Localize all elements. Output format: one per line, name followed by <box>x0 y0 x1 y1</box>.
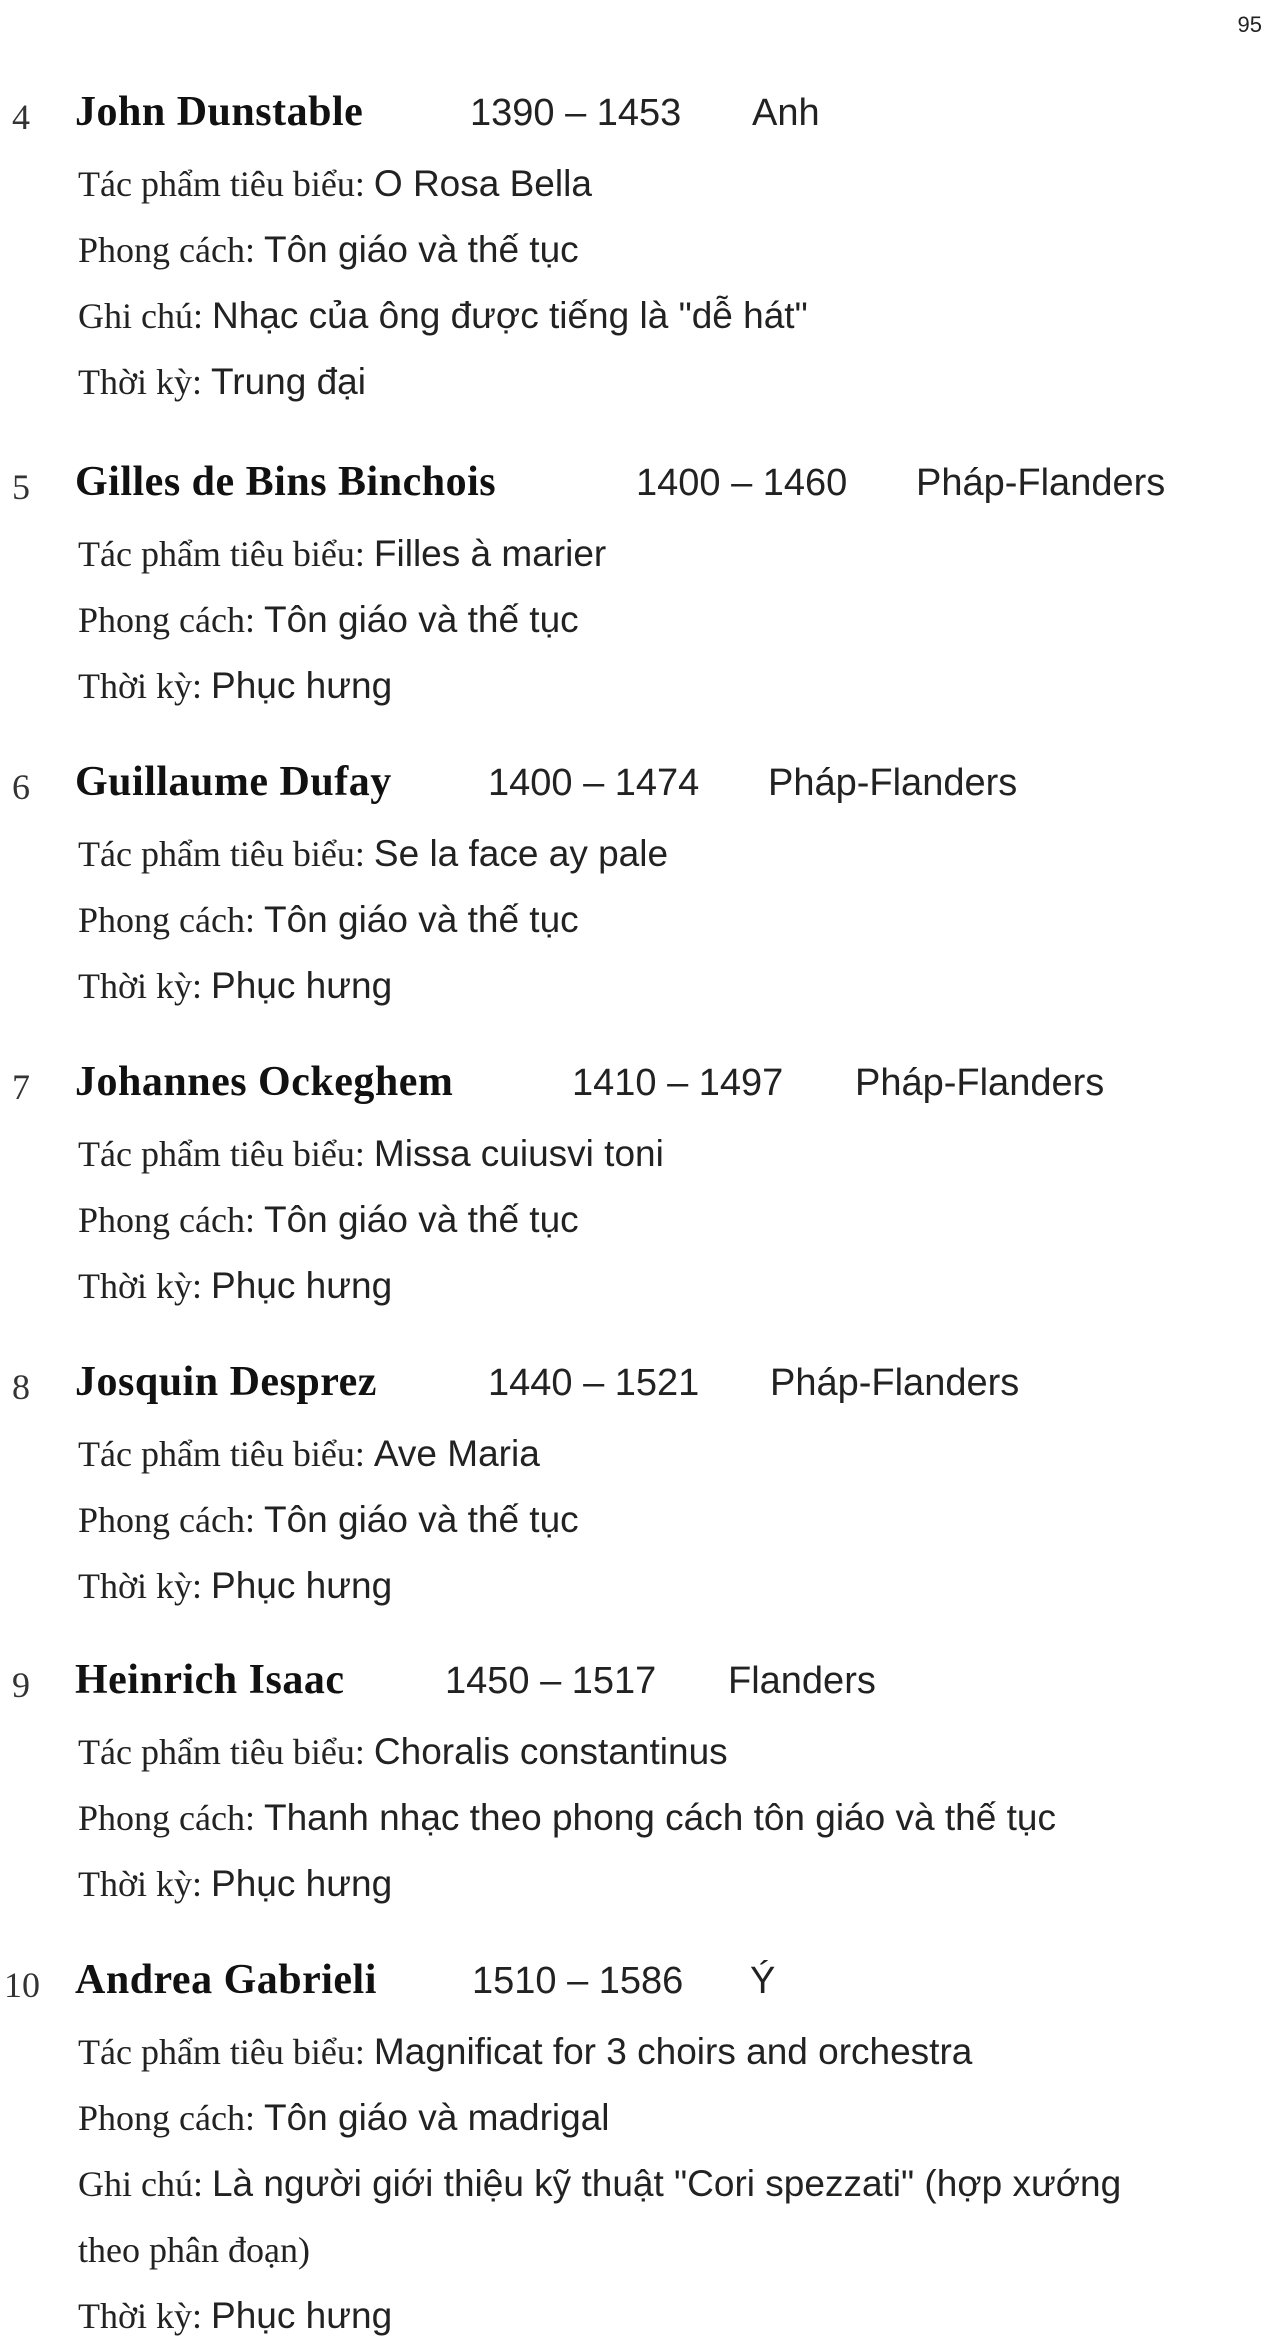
entry-number: 8 <box>12 1367 30 1407</box>
composer-country: Anh <box>752 92 820 134</box>
note-value: Là người giới thiệu kỹ thuật "Cori spezzati" (hợp xướng <box>211 2163 1122 2204</box>
composer-entry <box>0 1058 1280 1320</box>
work-label: Tác phẩm tiêu biểu: <box>78 834 374 874</box>
style-value: Tôn giáo và thế tục <box>263 1199 579 1240</box>
style-value: Tôn giáo và thế tục <box>263 229 579 270</box>
composer-years: 1440 – 1521 <box>488 1362 700 1404</box>
note-continuation-text: theo phân đoạn) <box>78 2230 310 2270</box>
period-value: Phục hưng <box>211 1265 393 1306</box>
note-value: Nhạc của ông được tiếng là "dễ hát" <box>211 295 808 336</box>
work-label: Tác phẩm tiêu biểu: <box>78 2032 374 2072</box>
period-line <box>78 350 1280 416</box>
composer-entry <box>0 458 1280 720</box>
work-value: Filles à marier <box>373 533 607 574</box>
entry-number: 7 <box>12 1067 30 1107</box>
style-line <box>78 1786 1280 1852</box>
composer-name: Josquin Desprez <box>75 1359 377 1405</box>
style-label: Phong cách: <box>78 1500 264 1540</box>
work-value: Ave Maria <box>373 1433 540 1474</box>
period-value: Phục hưng <box>211 1565 393 1606</box>
composer-country: Pháp-Flanders <box>770 1362 1020 1404</box>
note-label: Ghi chú: <box>78 296 212 336</box>
composer-country: Pháp-Flanders <box>916 462 1166 504</box>
period-line <box>78 1852 1280 1918</box>
note-label: Ghi chú: <box>78 2164 212 2204</box>
composer-country: Pháp-Flanders <box>768 762 1018 804</box>
composer-name: Guillaume Dufay <box>75 759 392 805</box>
composer-years: 1400 – 1460 <box>636 462 848 504</box>
style-label: Phong cách: <box>78 1200 264 1240</box>
style-value: Tôn giáo và thế tục <box>263 599 579 640</box>
note-line <box>78 284 1280 350</box>
entry-header <box>0 758 1280 822</box>
page-number: 95 <box>1237 12 1262 37</box>
style-line <box>78 888 1280 954</box>
style-value: Tôn giáo và madrigal <box>263 2097 610 2138</box>
style-value: Tôn giáo và thế tục <box>263 1499 579 1540</box>
work-line <box>78 522 1280 588</box>
period-value: Phục hưng <box>211 965 393 1006</box>
period-line <box>78 654 1280 720</box>
period-value: Phục hưng <box>211 1863 393 1904</box>
work-line <box>78 822 1280 888</box>
period-label: Thời kỳ: <box>78 1566 212 1606</box>
composer-name: Gilles de Bins Binchois <box>75 459 497 505</box>
work-value: Magnificat for 3 choirs and orchestra <box>373 2031 973 2072</box>
entry-header <box>0 1058 1280 1122</box>
entry-number: 9 <box>12 1665 30 1705</box>
composer-entry <box>0 1956 1280 2350</box>
composer-entry <box>0 1358 1280 1620</box>
period-label: Thời kỳ: <box>78 2296 212 2336</box>
composer-years: 1410 – 1497 <box>572 1062 784 1104</box>
period-line <box>78 2284 1280 2350</box>
work-label: Tác phẩm tiêu biểu: <box>78 1434 374 1474</box>
style-line <box>78 588 1280 654</box>
entry-number: 5 <box>12 467 30 507</box>
work-line <box>78 1720 1280 1786</box>
work-label: Tác phẩm tiêu biểu: <box>78 1732 374 1772</box>
style-label: Phong cách: <box>78 230 264 270</box>
style-label: Phong cách: <box>78 600 264 640</box>
work-value: Missa cuiusvi toni <box>373 1133 664 1174</box>
composer-name: John Dunstable <box>75 89 364 135</box>
composer-name: Andrea Gabrieli <box>75 1957 377 2003</box>
entry-header <box>0 1956 1280 2020</box>
note-line <box>78 2152 1280 2218</box>
work-label: Tác phẩm tiêu biểu: <box>78 534 374 574</box>
work-line <box>78 152 1280 218</box>
entry-header <box>0 458 1280 522</box>
period-label: Thời kỳ: <box>78 1266 212 1306</box>
period-label: Thời kỳ: <box>78 666 212 706</box>
work-value: Choralis constantinus <box>373 1731 728 1772</box>
style-value: Thanh nhạc theo phong cách tôn giáo và thế tục <box>263 1797 1056 1838</box>
entry-number: 4 <box>12 97 30 137</box>
period-value: Phục hưng <box>211 2295 393 2336</box>
period-line <box>78 1254 1280 1320</box>
work-line <box>78 1122 1280 1188</box>
entry-header <box>0 1358 1280 1422</box>
composer-entry <box>0 758 1280 1020</box>
period-line <box>78 1554 1280 1620</box>
entry-header <box>0 88 1280 152</box>
style-line <box>78 2086 1280 2152</box>
entry-number: 10 <box>4 1965 40 2005</box>
style-line <box>78 1188 1280 1254</box>
period-label: Thời kỳ: <box>78 966 212 1006</box>
period-label: Thời kỳ: <box>78 362 212 402</box>
style-line <box>78 218 1280 284</box>
composer-entry <box>0 88 1280 416</box>
composer-years: 1390 – 1453 <box>470 92 682 134</box>
work-value: Se la face ay pale <box>373 833 669 874</box>
composer-country: Ý <box>750 1960 776 2002</box>
note-continuation <box>78 2218 1280 2284</box>
composer-name: Johannes Ockeghem <box>75 1059 454 1105</box>
style-label: Phong cách: <box>78 1798 264 1838</box>
period-label: Thời kỳ: <box>78 1864 212 1904</box>
composer-years: 1450 – 1517 <box>445 1660 657 1702</box>
work-line <box>78 1422 1280 1488</box>
style-label: Phong cách: <box>78 900 264 940</box>
work-value: O Rosa Bella <box>373 163 592 204</box>
period-value: Trung đại <box>211 361 366 402</box>
work-line <box>78 2020 1280 2086</box>
composer-entry <box>0 1656 1280 1918</box>
period-line <box>78 954 1280 1020</box>
composer-years: 1510 – 1586 <box>472 1960 684 2002</box>
composer-country: Flanders <box>728 1660 876 1702</box>
entry-number: 6 <box>12 767 30 807</box>
style-value: Tôn giáo và thế tục <box>263 899 579 940</box>
work-label: Tác phẩm tiêu biểu: <box>78 164 374 204</box>
style-label: Phong cách: <box>78 2098 264 2138</box>
period-value: Phục hưng <box>211 665 393 706</box>
work-label: Tác phẩm tiêu biểu: <box>78 1134 374 1174</box>
composer-country: Pháp-Flanders <box>855 1062 1105 1104</box>
style-line <box>78 1488 1280 1554</box>
composer-name: Heinrich Isaac <box>75 1657 345 1703</box>
entry-header <box>0 1656 1280 1720</box>
composer-years: 1400 – 1474 <box>488 762 700 804</box>
